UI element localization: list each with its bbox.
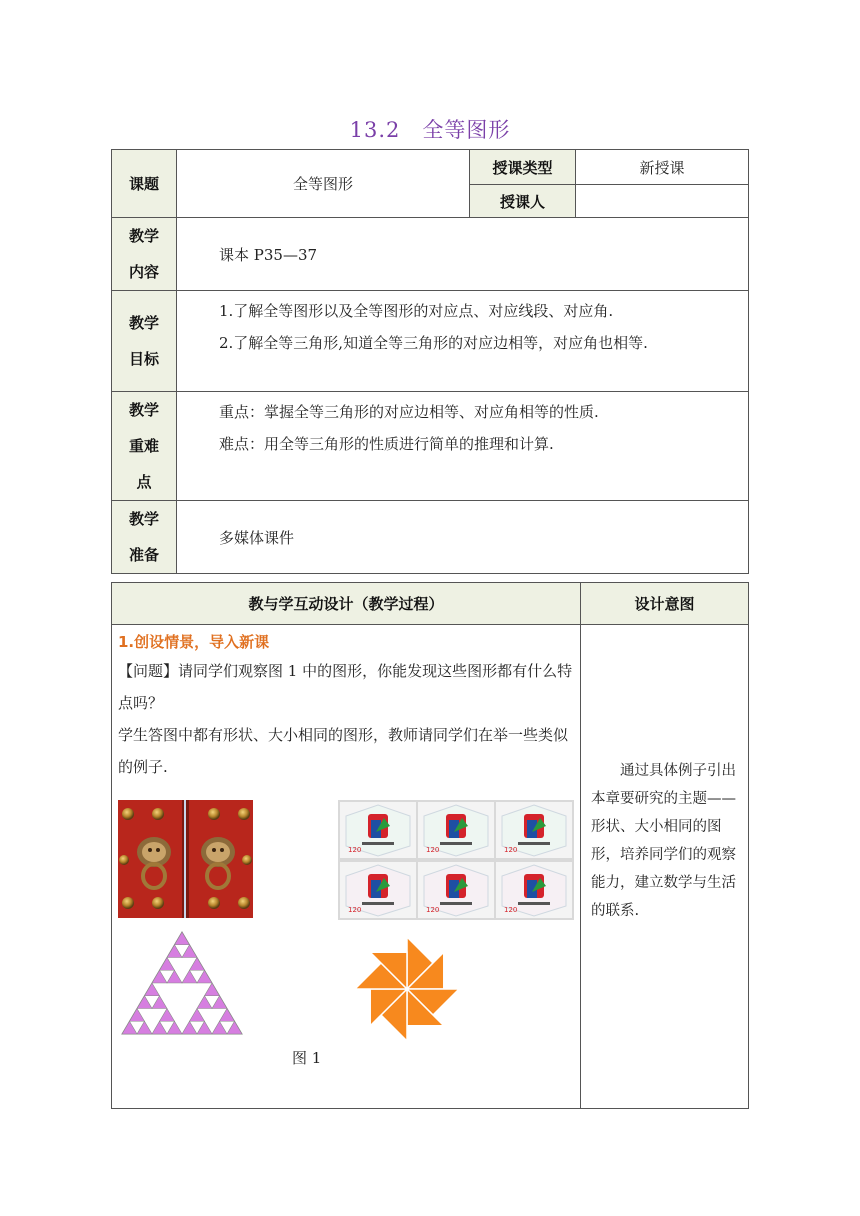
svg-text:120: 120 bbox=[348, 846, 362, 854]
svg-text:120: 120 bbox=[426, 846, 440, 854]
prep-label: 教学准备 bbox=[112, 501, 177, 574]
difficult-point: 难点：用全等三角形的性质进行简单的推理和计算. bbox=[219, 435, 554, 453]
goals-label: 教学目标 bbox=[112, 291, 177, 392]
svg-text:120: 120 bbox=[348, 906, 362, 914]
content-value: 课本 P35—37 bbox=[177, 218, 749, 291]
answer-text: 学生答图中都有形状、大小相同的图形，教师请同学们在举一些类似的例子. bbox=[118, 726, 569, 776]
topic-value: 全等图形 bbox=[177, 150, 470, 218]
intent-body bbox=[581, 625, 749, 1109]
svg-text:120: 120 bbox=[504, 846, 518, 854]
svg-text:120: 120 bbox=[426, 906, 440, 914]
topic-label: 课题 bbox=[112, 150, 177, 218]
key-points bbox=[177, 392, 749, 501]
prep-value: 多媒体课件 bbox=[177, 501, 749, 574]
lesson-type-label: 授课类型 bbox=[470, 150, 576, 185]
intent-text: 通过具体例子引出本章要研究的主题——形状、大小相同的图形，培养同学们的观察能力，建立数学与生活的联系. bbox=[591, 763, 736, 919]
question-text: 【问题】请同学们观察图 1 中的图形，你能发现这些图形都有什么特点吗？ bbox=[118, 662, 573, 712]
goal-item: 2.了解全等三角形,知道全等三角形的对应边相等，对应角也相等. bbox=[219, 334, 648, 352]
goals-list bbox=[177, 291, 749, 392]
door-knocker-photo bbox=[118, 800, 253, 918]
figure-caption: 图 1 bbox=[292, 1049, 322, 1067]
key-point: 重点：掌握全等三角形的对应边相等、对应角相等的性质. bbox=[219, 403, 599, 421]
intent-header: 设计意图 bbox=[581, 583, 749, 625]
page-title: 13.2 全等图形 bbox=[349, 118, 511, 142]
teacher-value bbox=[576, 185, 749, 218]
teacher-label: 授课人 bbox=[470, 185, 576, 218]
key-label: 教学重难点 bbox=[112, 392, 177, 501]
pinwheel-image bbox=[352, 934, 462, 1044]
triangle-piece bbox=[175, 932, 190, 945]
section-title: 1.创设情景，导入新课 bbox=[118, 633, 270, 651]
process-header: 教与学互动设计（教学过程） bbox=[112, 583, 581, 625]
goal-item: 1.了解全等图形以及全等图形的对应点、对应线段、对应角. bbox=[219, 302, 614, 320]
lesson-info-table bbox=[111, 149, 749, 574]
content-label: 教学内容 bbox=[112, 218, 177, 291]
svg-text:120: 120 bbox=[504, 906, 518, 914]
sierpinski-triangle-image bbox=[120, 930, 244, 1036]
lesson-type-value: 新授课 bbox=[576, 150, 749, 185]
stamp-sheet-image bbox=[338, 800, 574, 920]
